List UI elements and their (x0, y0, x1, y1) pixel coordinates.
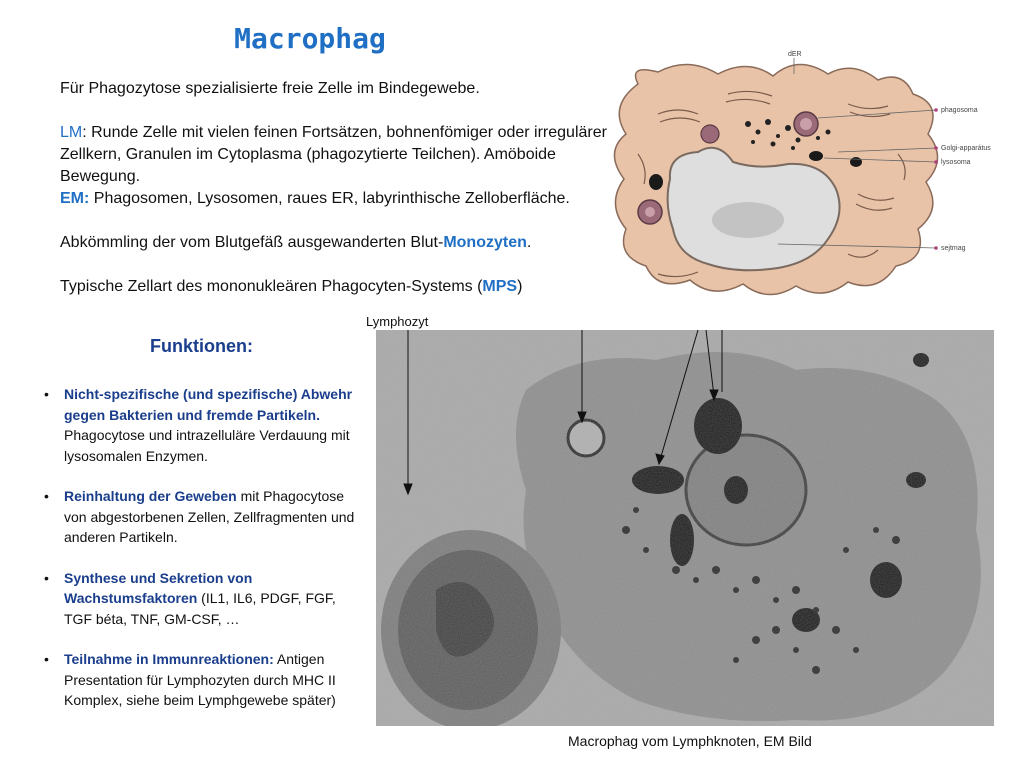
em-paragraph (60, 188, 620, 210)
function-text: mit Phagocytose von abgestorbenen Zellen, Zellfragmenten und anderen Partikeln. (64, 488, 355, 545)
lm-paragraph (60, 122, 620, 188)
typical-highlight: MPS (482, 278, 518, 295)
label-phagosoma: phagosoma (941, 107, 978, 114)
macrophage-diagram (598, 44, 998, 306)
pointer-dots (934, 108, 938, 250)
function-text: (IL1, IL6, PDGF, FGF, TGF béta, TNF, GM-CSF, … (64, 590, 336, 627)
em-micrograph (376, 330, 994, 726)
function-highlight: Teilnahme in Immunreaktionen: (64, 651, 274, 667)
lm-text: : Runde Zelle mit vielen feinen Fortsätzen, bohnenfömiger oder irregulärer Zellkern, Granulen im Cytoplasma (phagozytierte Teilchen). Amöboide Bewegung. (60, 124, 607, 185)
function-highlight: Reinhaltung der Geweben (64, 488, 237, 504)
function-item: • Nicht-spezifische (und spezifische) Abwehr gegen Bakterien und fremde Partikeln. Phagocytose und intrazelluläre Verdauung mit lysosomalen Enzymen. (44, 386, 353, 464)
em-text: Phagosomen, Lysosomen, raues ER, labyrinthische Zelloberfläche. (89, 190, 570, 207)
lymphocyte-label: Lymphozyt (366, 314, 429, 329)
functions-heading: Funktionen: (150, 336, 253, 356)
function-highlight: Synthese und Sekretion von Wachstumsfaktoren (64, 569, 253, 606)
label-der: dER (788, 51, 802, 58)
origin-post: . (526, 234, 532, 251)
chromatin (712, 202, 784, 238)
intro-text (60, 78, 620, 298)
origin-pre: Abkömmling der vom Blutgefäß ausgewanderten Blut- (60, 234, 444, 251)
em-label: EM: (60, 190, 90, 207)
lm-label: LM (60, 124, 83, 141)
function-text: Phagocytose und intrazelluläre Verdauung mit lysosomalen Enzymen. (64, 427, 350, 464)
label-lysosoma: lysosoma (941, 159, 971, 166)
function-item: • Teilnahme in Immunreaktionen: Antigen Presentation für Lymphozyten durch MHC II Komplex, siehe beim Lymphgewebe später) (44, 651, 336, 708)
page-title: Macrophag (234, 22, 386, 55)
function-text: Antigen Presentation für Lymphozyten durch MHC II Komplex, siehe beim Lymphgewebe später) (64, 651, 336, 708)
intro-line1: Für Phagozytose spezialisierte freie Zelle im Bindegewebe. (60, 80, 480, 97)
typical-paragraph (60, 276, 620, 298)
label-sejtmag: sejtmag (941, 245, 966, 252)
micrograph-grain (376, 330, 994, 726)
function-highlight: Nicht-spezifische (und spezifische) Abwehr gegen Bakterien und fremde Partikeln. (64, 386, 353, 423)
typical-pre: Typische Zellart des mononukleären Phagocyten-Systems ( (60, 278, 483, 295)
label-golgi: Golgi-apparátus (941, 145, 991, 152)
micrograph-caption: Macrophag vom Lymphknoten, EM Bild (568, 733, 812, 749)
typical-post: ) (517, 278, 523, 295)
functions-list (40, 384, 360, 731)
function-item: • Synthese und Sekretion von Wachstumsfaktoren (IL1, IL6, PDGF, FGF, TGF béta, TNF, GM-CSF, … (44, 569, 336, 627)
origin-highlight: Monozyten (443, 234, 527, 251)
function-item: • Reinhaltung der Geweben mit Phagocytose von abgestorbenen Zellen, Zellfragmenten und anderen Partikeln. (44, 488, 355, 545)
origin-paragraph (60, 232, 620, 254)
